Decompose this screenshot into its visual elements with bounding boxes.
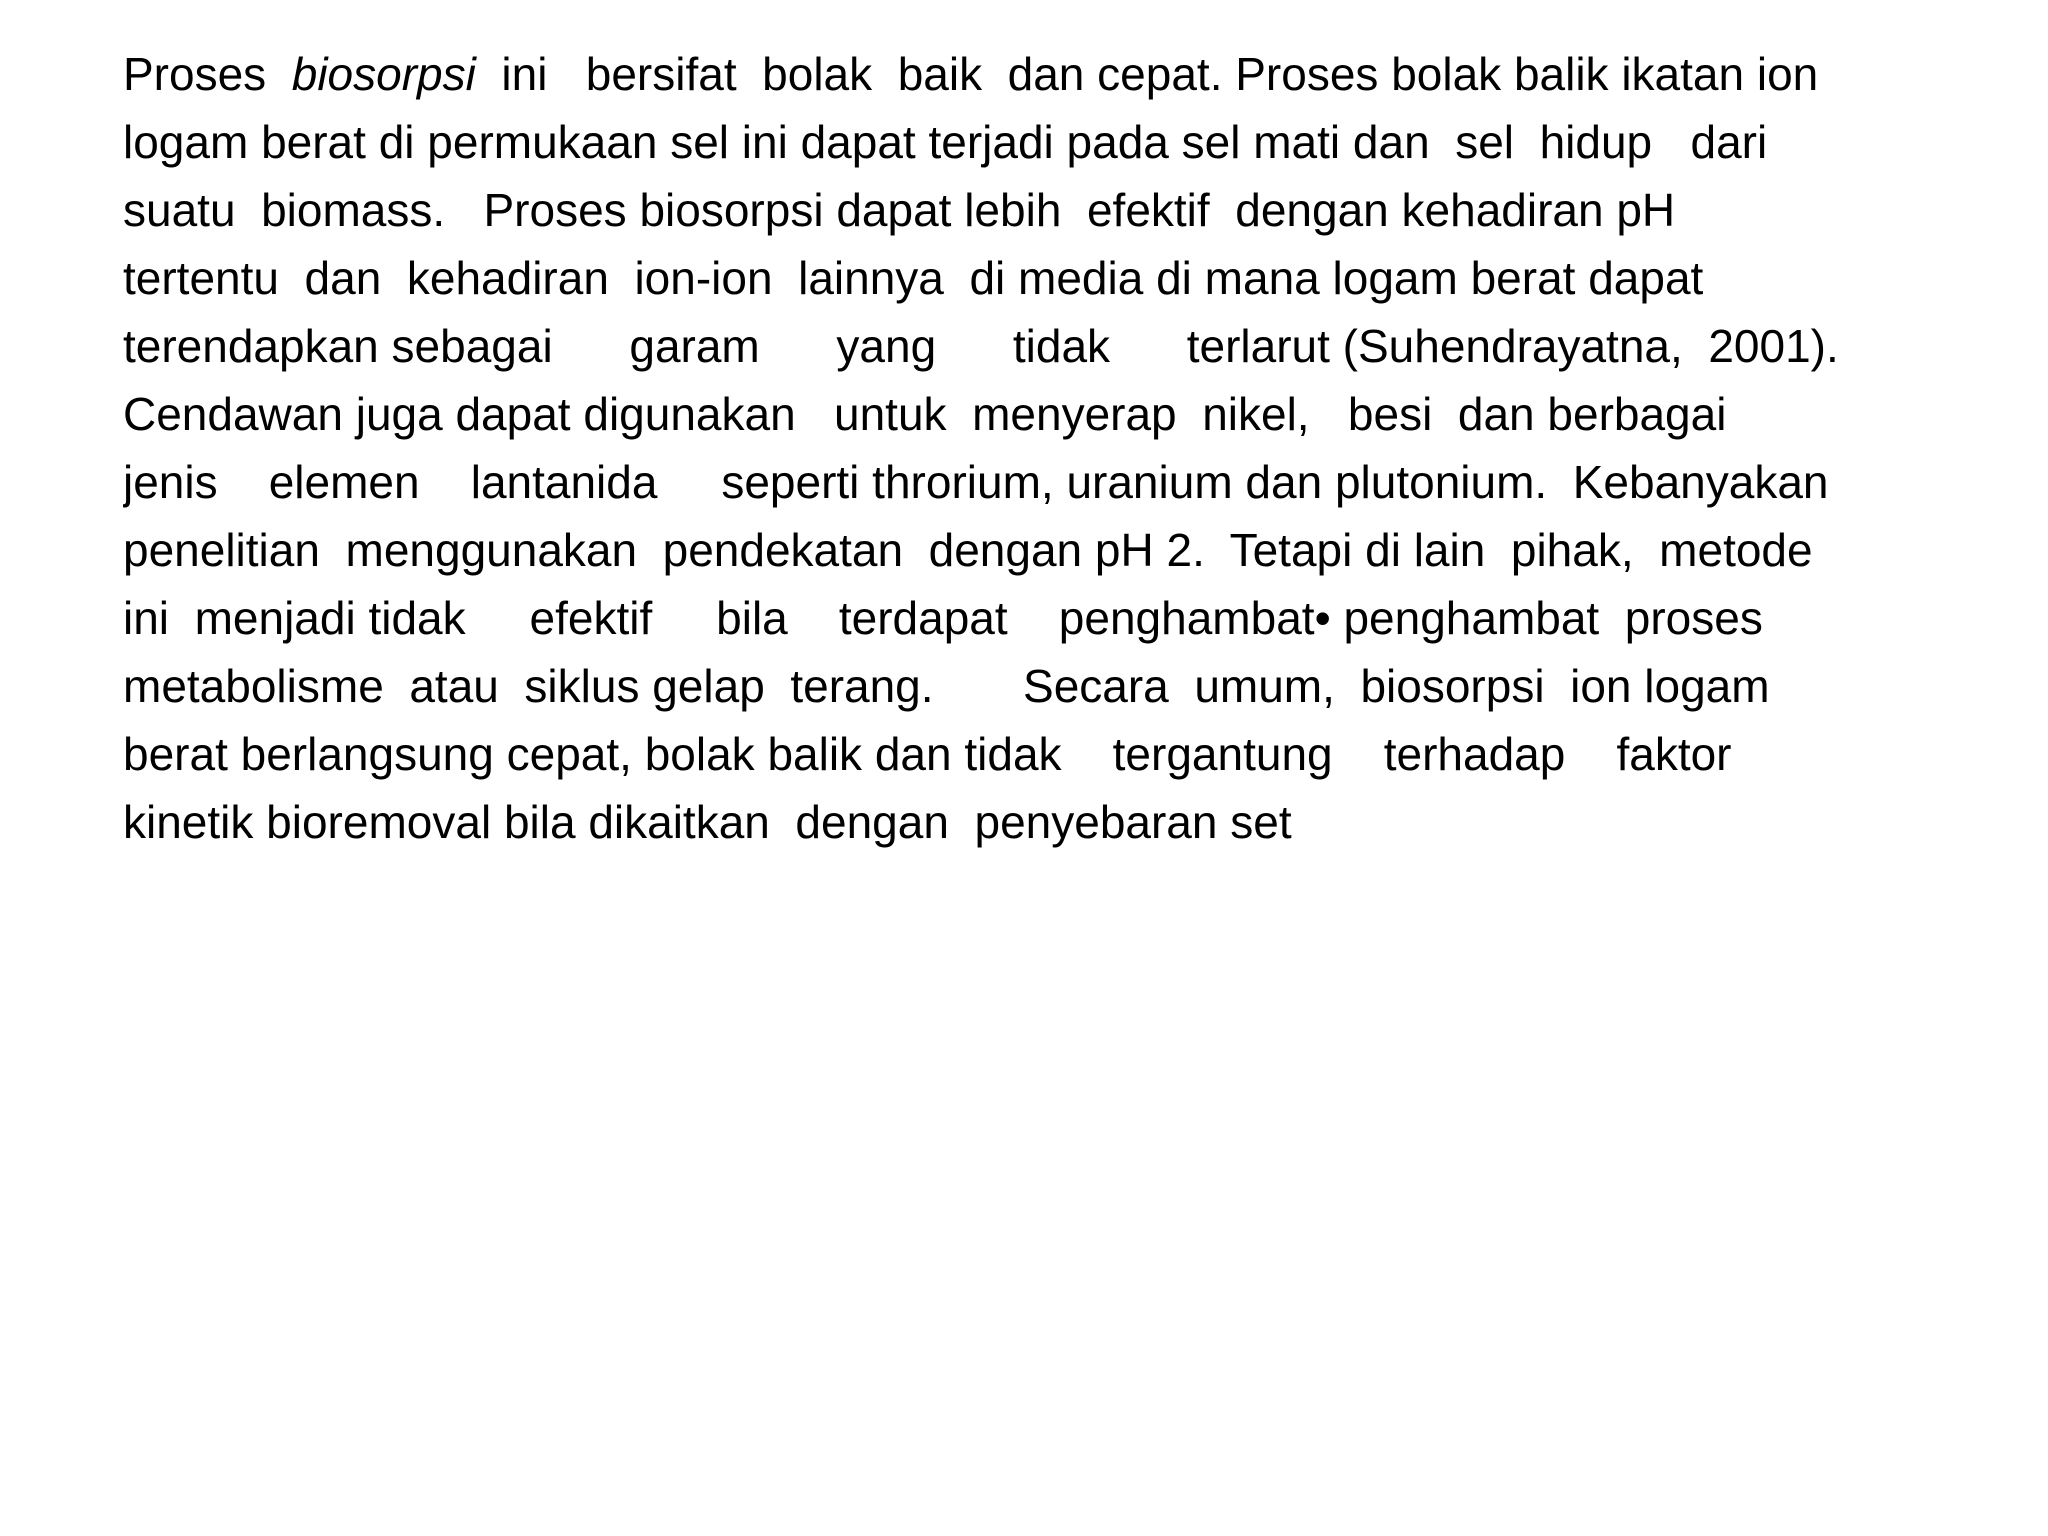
- paragraph-line: suatu biomass. Proses biosorpsi dapat lebih efektif dengan kehadiran pH: [123, 184, 1676, 236]
- line-text: ini bersifat bolak baik dan cepat. Proses bolak balik ikatan ion: [475, 48, 1819, 100]
- line-text: ini menjadi tidak efektif bila terdapat penghambat: [123, 592, 1315, 644]
- paragraph-line: [123, 584, 2048, 652]
- italic-term: biosorpsi: [291, 48, 476, 100]
- paragraph-line: kinetik bioremoval bila dikaitkan dengan penyebaran set: [123, 796, 1292, 848]
- paragraph-line: Cendawan juga dapat digunakan untuk menyerap nikel, besi dan berbagai: [123, 388, 1727, 440]
- paragraph-line: logam berat di permukaan sel ini dapat terjadi pada sel mati dan sel hidup dari: [123, 116, 1768, 168]
- paragraph-line: jenis elemen lantanida seperti throrium, uranium dan plutonium. Kebanyakan: [123, 456, 1829, 508]
- paragraph-line: berat berlangsung cepat, bolak balik dan tidak tergantung terhadap faktor: [123, 728, 1732, 780]
- line-text: Proses: [123, 48, 292, 100]
- body-paragraph: [123, 40, 2048, 856]
- paragraph-line: metabolisme atau siklus gelap terang. Secara umum, biosorpsi ion logam: [123, 660, 1770, 712]
- paragraph-line: tertentu dan kehadiran ion-ion lainnya di media di mana logam berat dapat: [123, 252, 1704, 304]
- line-text: penghambat proses: [1330, 592, 1763, 644]
- bullet-glyph: •: [1314, 592, 1331, 644]
- paragraph-line: penelitian menggunakan pendekatan dengan pH 2. Tetapi di lain pihak, metode: [123, 524, 1813, 576]
- paragraph-line: terendapkan sebagai garam yang tidak terlarut (Suhendrayatna, 2001).: [123, 320, 1839, 372]
- paragraph-line: [123, 40, 2048, 108]
